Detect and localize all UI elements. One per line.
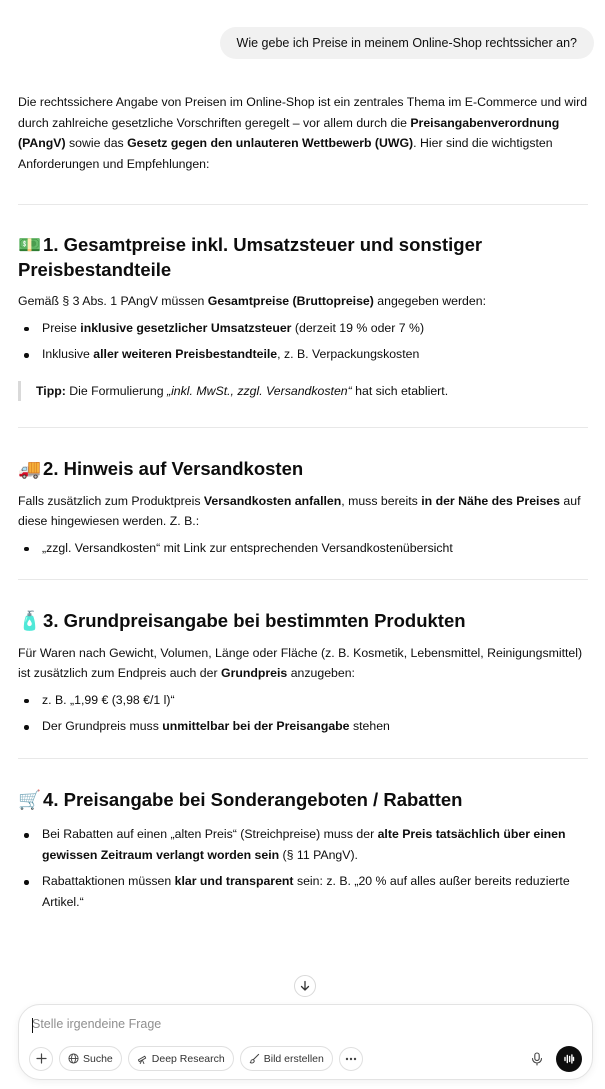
more-tools-button[interactable] xyxy=(339,1047,363,1071)
list-item xyxy=(18,344,588,365)
text: anzugeben: xyxy=(287,666,355,680)
section-4-list xyxy=(18,824,588,912)
truck-icon: 🚚 xyxy=(18,458,42,479)
search-button[interactable] xyxy=(59,1046,122,1071)
bold-text: klar und transparent xyxy=(174,874,294,888)
list-item xyxy=(18,824,588,865)
intro-bold-uwg: Gesetz gegen den unlauteren Wettbewerb (UWG) xyxy=(127,136,414,150)
composer-tools xyxy=(29,1046,363,1071)
text: sein: z. B. „20 % auf alles außer bereits reduzierte Artikel.“ xyxy=(42,874,570,909)
text: Inklusive xyxy=(42,347,94,361)
section-divider xyxy=(18,579,588,580)
text: Der Grundpreis muss xyxy=(42,719,163,733)
text: Rabattaktionen müssen xyxy=(42,874,175,888)
message-composer xyxy=(18,1004,593,1080)
bold-text: Gesamtpreise (Bruttopreise) xyxy=(207,294,374,308)
more-horizontal-icon xyxy=(345,1057,357,1061)
section-4-title: 4. Preisangabe bei Sonderangeboten / Rabatten xyxy=(43,788,463,810)
bold-text: alte Preis tatsächlich über einen gewissen Zeitraum verlangt worden sein xyxy=(42,827,566,862)
assistant-answer xyxy=(18,92,588,912)
lotion-bottle-icon: 🧴 xyxy=(18,610,42,631)
list-item xyxy=(18,716,588,737)
section-divider xyxy=(18,204,588,205)
add-button[interactable] xyxy=(29,1047,53,1071)
text-cursor xyxy=(32,1018,33,1033)
list-item xyxy=(18,871,588,912)
bold-text: aller weiteren Preisbestandteile xyxy=(93,347,278,361)
section-3-title: 3. Grundpreisangabe bei bestimmten Produkten xyxy=(43,610,466,631)
text: (§ 11 PAngV). xyxy=(279,847,358,862)
search-button-label: Suche xyxy=(83,1052,113,1065)
text: stehen xyxy=(349,719,390,733)
section-1-paragraph xyxy=(18,291,588,312)
text: Bei Rabatten auf einen „alten Preis“ (Streichpreise) muss der xyxy=(42,827,378,841)
deep-research-button[interactable] xyxy=(128,1046,234,1071)
text: Für Waren nach Gewicht, Volumen, Länge oder Fläche (z. B. Kosmetik, Lebensmittel, Reinigungsmittel) ist zusätzlich zum Endpreis auch der xyxy=(18,645,583,680)
text: Die Formulierung xyxy=(65,383,167,398)
section-divider xyxy=(18,427,588,428)
create-image-label: Bild erstellen xyxy=(263,1052,324,1065)
section-1-heading xyxy=(18,233,588,282)
section-3-paragraph xyxy=(18,643,588,684)
money-icon: 💵 xyxy=(18,234,42,255)
section-divider xyxy=(18,758,588,759)
text: auf diese hingewiesen werden. Z. B.: xyxy=(18,493,581,528)
bold-text: unmittelbar bei der Preisangabe xyxy=(162,719,350,733)
intro-text: Die rechtssichere Angabe von Preisen im Online-Shop ist ein zentrales Thema im E-Commerce und wird durch zahlreiche gesetzliche Vorschriften geregelt – vor allem durch die xyxy=(18,95,588,130)
list-item: z. B. „1,99 € (3,98 €/1 l)“ xyxy=(18,690,588,711)
text: Falls zusätzlich zum Produktpreis xyxy=(18,493,204,508)
section-3-heading xyxy=(18,609,588,634)
section-2-paragraph xyxy=(18,491,588,532)
list-item xyxy=(18,318,588,339)
globe-icon xyxy=(68,1053,79,1064)
section-1-title: 1. Gesamtpreise inkl. Umsatzsteuer und sonstiger Preisbestandteile xyxy=(18,234,483,280)
intro-paragraph xyxy=(18,92,588,174)
intro-text: . Hier sind die wichtigsten Anforderungen und Empfehlungen: xyxy=(18,136,553,171)
tip-blockquote xyxy=(18,381,588,402)
arrow-down-icon xyxy=(299,980,311,992)
user-message-bubble: Wie gebe ich Preise in meinem Online-Shop rechtssicher an? xyxy=(220,27,594,59)
bold-text: in der Nähe des Preises xyxy=(421,493,560,508)
scroll-down-button[interactable] xyxy=(294,975,316,997)
intro-text: sowie das xyxy=(65,136,128,150)
bold-text: Versandkosten anfallen xyxy=(203,493,342,508)
text: angegeben werden: xyxy=(373,294,486,308)
section-2-heading xyxy=(18,457,588,482)
telescope-icon xyxy=(137,1053,148,1064)
composer-right-tools xyxy=(526,1046,582,1072)
intro-bold-pangv: Preisangabenverordnung (PAngV) xyxy=(18,115,560,150)
section-4-heading xyxy=(18,788,588,813)
list-item: „zzgl. Versandkosten“ mit Link zur entsprechenden Versandkostenübersicht xyxy=(18,538,588,559)
text: hat sich etabliert. xyxy=(351,383,449,398)
text: Preise xyxy=(42,320,81,335)
text: , muss bereits xyxy=(341,493,422,508)
italic-text: „inkl. MwSt., zzgl. Versandkosten“ xyxy=(166,383,352,398)
prompt-input[interactable] xyxy=(32,1017,552,1031)
tip-label: Tipp: xyxy=(36,383,66,398)
text: (derzeit 19 % oder 7 %) xyxy=(291,320,425,335)
text: , z. B. Verpackungskosten xyxy=(277,347,420,361)
brush-icon xyxy=(249,1053,260,1064)
voice-waveform-icon xyxy=(563,1053,575,1065)
bold-text: Grundpreis xyxy=(221,666,288,680)
voice-mode-button[interactable] xyxy=(556,1046,582,1072)
create-image-button[interactable] xyxy=(240,1046,333,1071)
bold-text: inklusive gesetzlicher Umsatzsteuer xyxy=(80,320,292,335)
plus-icon xyxy=(36,1053,47,1064)
section-2-list xyxy=(18,538,588,559)
shopping-cart-icon: 🛒 xyxy=(18,788,42,810)
section-2-title: 2. Hinweis auf Versandkosten xyxy=(43,458,304,479)
microphone-icon xyxy=(531,1052,543,1066)
text: Gemäß § 3 Abs. 1 PAngV müssen xyxy=(18,294,208,308)
section-3-list xyxy=(18,690,588,737)
dictate-button[interactable] xyxy=(526,1048,548,1070)
deep-research-label: Deep Research xyxy=(151,1052,225,1065)
section-1-list xyxy=(18,318,588,365)
